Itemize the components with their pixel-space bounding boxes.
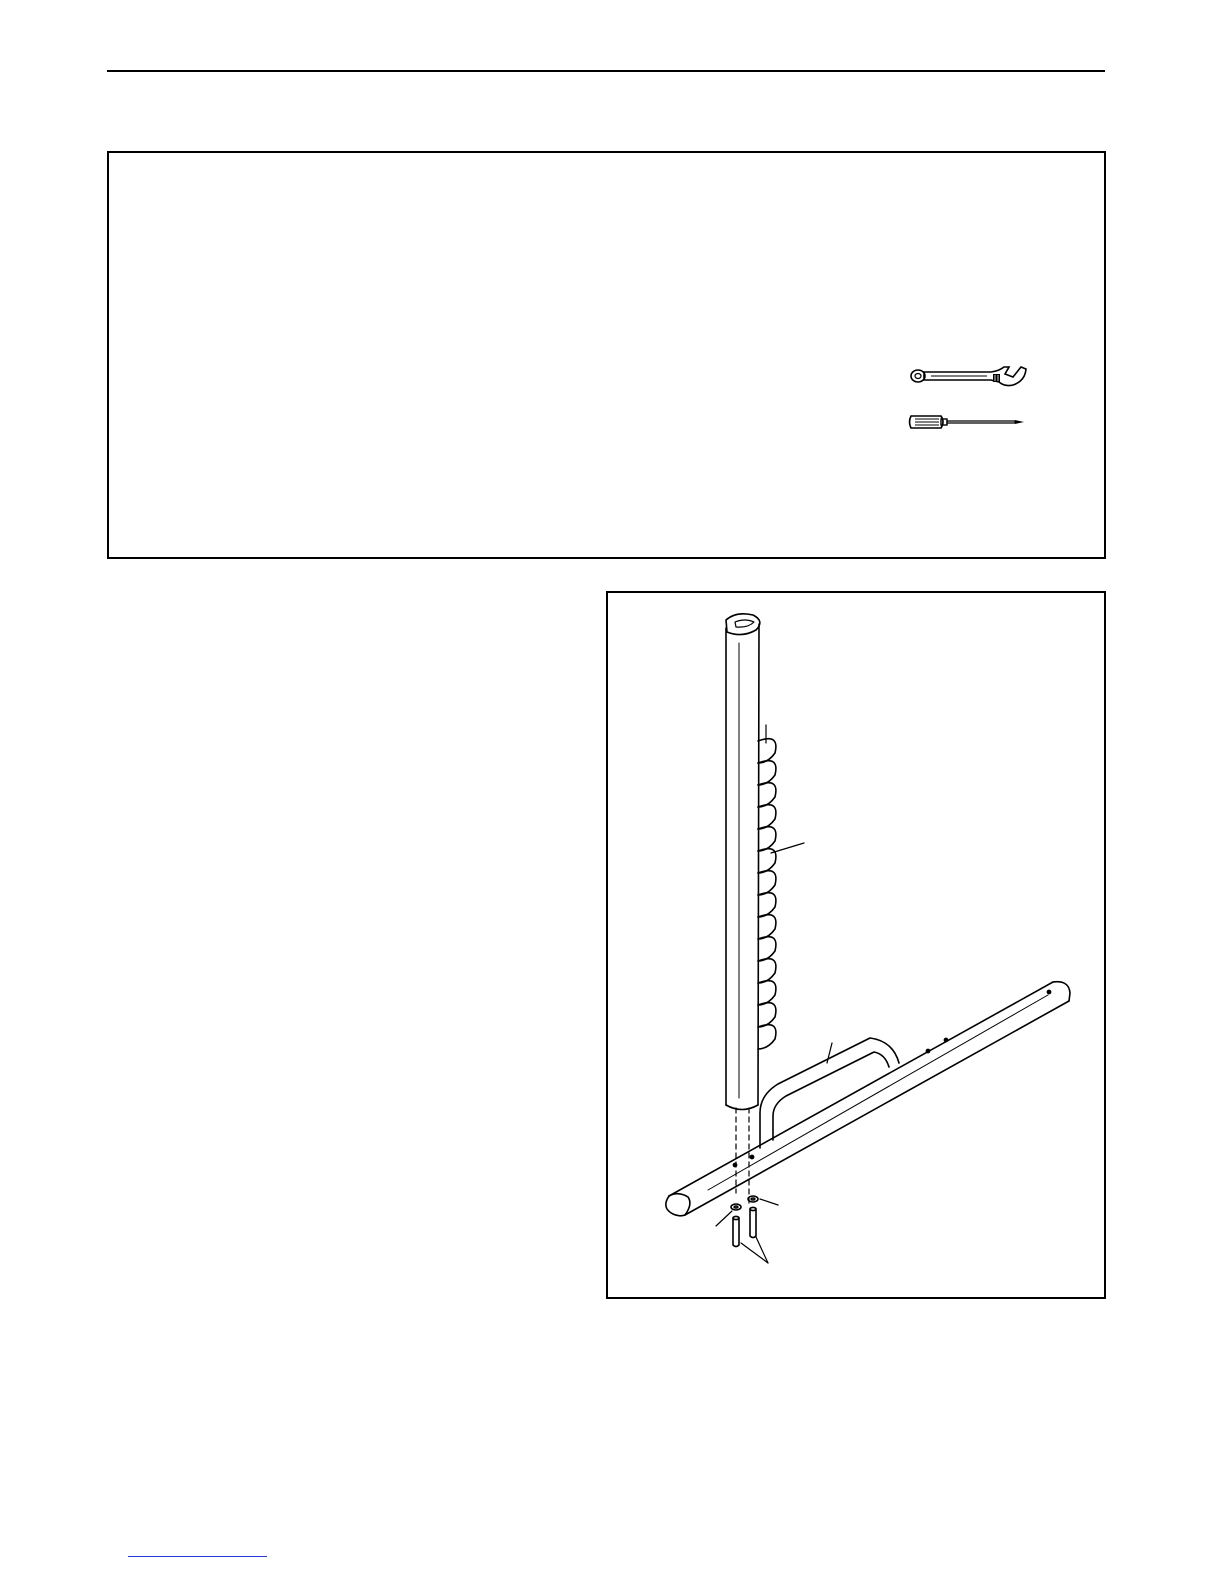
washers <box>716 1196 778 1226</box>
adjustable-wrench-icon <box>909 363 1031 393</box>
bolts <box>733 1207 768 1263</box>
tools-needed-box <box>107 151 1106 559</box>
upright-post <box>726 614 760 1110</box>
hanger-hooks <box>758 725 804 1049</box>
footer-link-underline[interactable] <box>128 1556 267 1557</box>
assembly-diagram <box>606 591 1106 1299</box>
assembly-illustration <box>608 593 1104 1297</box>
header-rule <box>107 70 1105 72</box>
handle-loop <box>760 1038 899 1148</box>
phillips-screwdriver-icon <box>907 411 1031 433</box>
